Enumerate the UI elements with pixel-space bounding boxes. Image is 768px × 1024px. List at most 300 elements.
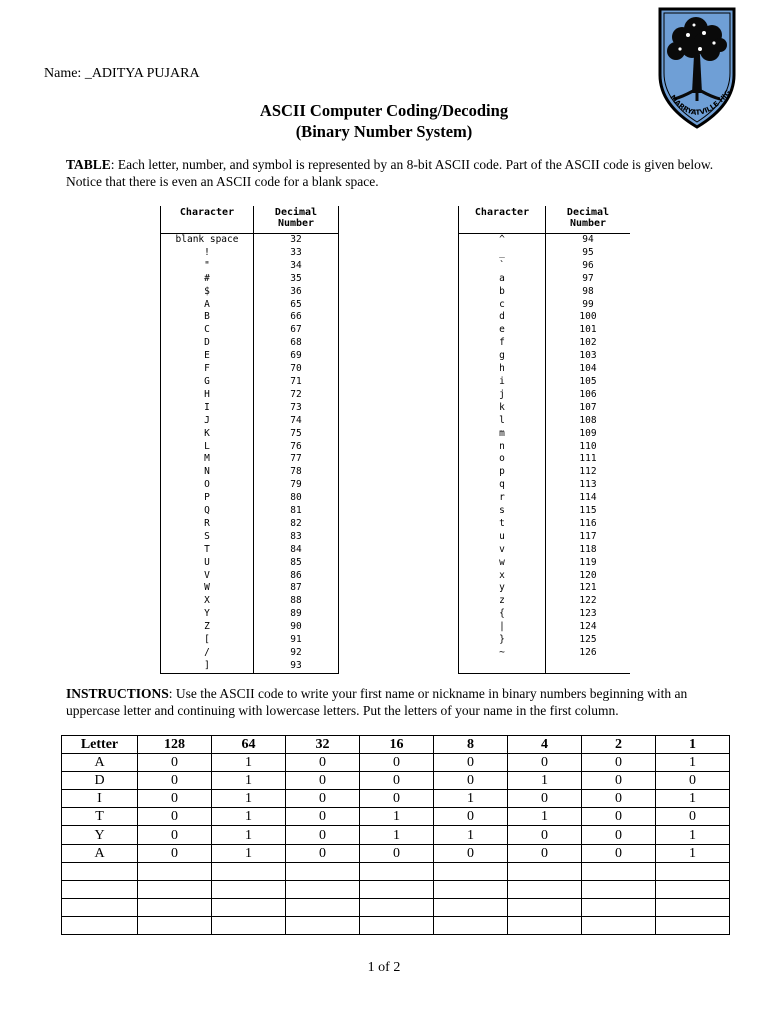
ascii-row — [459, 260, 631, 273]
ascii-decimal: 93 — [254, 660, 339, 673]
bit-cell[interactable] — [582, 916, 656, 934]
ascii-character: Z — [161, 621, 254, 634]
ascii-character: d — [459, 311, 546, 324]
ascii-character: x — [459, 570, 546, 583]
ascii-character: A — [161, 299, 254, 312]
bit-cell[interactable]: 1 — [656, 844, 730, 862]
ascii-character: r — [459, 492, 546, 505]
ascii-decimal: 75 — [254, 428, 339, 441]
ascii-decimal: 82 — [254, 518, 339, 531]
ascii-row — [161, 260, 339, 273]
ascii-decimal: 111 — [579, 453, 597, 465]
ascii-row — [459, 647, 631, 660]
ascii-decimal: 71 — [254, 376, 339, 389]
bit-cell[interactable]: 1 — [360, 826, 434, 844]
bit-cell[interactable]: 0 — [138, 790, 212, 808]
ascii-row — [459, 376, 631, 389]
ascii-character: i — [459, 376, 546, 389]
ascii-row — [459, 544, 631, 557]
ascii-character: e — [459, 324, 546, 337]
ascii-character: E — [161, 350, 254, 363]
letter-cell[interactable]: D — [62, 772, 138, 790]
ascii-row — [161, 286, 339, 299]
ascii-row — [161, 273, 339, 286]
bit-cell[interactable]: 1 — [434, 826, 508, 844]
ascii-row — [161, 492, 339, 505]
ascii-row — [161, 557, 339, 570]
ascii-row — [161, 350, 339, 363]
ascii-character: m — [459, 428, 546, 441]
bit-cell[interactable]: 0 — [138, 772, 212, 790]
ascii-character: H — [161, 389, 254, 402]
header-bit: 64 — [212, 736, 286, 754]
bit-cell[interactable] — [286, 898, 360, 916]
bit-cell[interactable] — [656, 862, 730, 880]
bit-cell[interactable] — [434, 898, 508, 916]
ascii-row — [459, 299, 631, 312]
binary-row — [62, 826, 730, 844]
bit-cell[interactable] — [212, 880, 286, 898]
ascii-character: U — [161, 557, 254, 570]
instructions — [66, 685, 726, 719]
bit-cell[interactable] — [212, 898, 286, 916]
bit-cell[interactable] — [360, 916, 434, 934]
binary-row — [62, 808, 730, 826]
ascii-row — [459, 453, 631, 466]
ascii-decimal: 122 — [579, 595, 597, 607]
ascii-character: _ — [459, 247, 546, 260]
bit-cell[interactable]: 0 — [582, 754, 656, 772]
ascii-row — [161, 234, 339, 247]
ascii-decimal: 106 — [579, 388, 597, 400]
bit-cell[interactable]: 0 — [582, 826, 656, 844]
ascii-row — [459, 234, 631, 247]
ascii-decimal: 101 — [579, 324, 597, 336]
bit-cell[interactable]: 1 — [656, 826, 730, 844]
ascii-row — [459, 608, 631, 621]
letter-cell[interactable]: I — [62, 790, 138, 808]
ascii-table-left — [160, 206, 339, 674]
ascii-row — [161, 544, 339, 557]
binary-row — [62, 880, 730, 898]
ascii-character: l — [459, 415, 546, 428]
bit-cell[interactable]: 0 — [286, 790, 360, 808]
ascii-decimal: 103 — [579, 350, 597, 362]
bit-cell[interactable] — [508, 898, 582, 916]
ascii-decimal: 76 — [254, 441, 339, 454]
bit-cell[interactable]: 0 — [286, 772, 360, 790]
ascii-row — [161, 337, 339, 350]
ascii-decimal: 120 — [579, 569, 597, 581]
ascii-character: F — [161, 363, 254, 376]
ascii-character: R — [161, 518, 254, 531]
ascii-character: Y — [161, 608, 254, 621]
ascii-character: " — [161, 260, 254, 273]
bit-cell[interactable]: 1 — [212, 754, 286, 772]
bit-cell[interactable]: 0 — [582, 772, 656, 790]
bit-cell[interactable]: 0 — [360, 790, 434, 808]
table-text: : Each letter, number, and symbol is represented by an 8-bit ASCII code. Part of the ASCII code is given below. Notice that there is even an ASCII code for a blank space. — [66, 157, 714, 189]
bit-cell[interactable] — [508, 862, 582, 880]
ascii-decimal: 89 — [254, 608, 339, 621]
letter-cell[interactable]: T — [62, 808, 138, 826]
ascii-character: a — [459, 273, 546, 286]
ascii-row — [459, 402, 631, 415]
bit-cell[interactable]: 0 — [582, 790, 656, 808]
ascii-character — [459, 660, 546, 673]
header-bit: 16 — [360, 736, 434, 754]
ascii-row — [161, 634, 339, 647]
ascii-decimal: 107 — [579, 401, 597, 413]
ascii-row — [459, 634, 631, 647]
bit-cell[interactable]: 0 — [508, 826, 582, 844]
ascii-decimal: 117 — [579, 530, 597, 542]
bit-cell[interactable] — [360, 880, 434, 898]
ascii-character: V — [161, 570, 254, 583]
letter-cell[interactable] — [62, 880, 138, 898]
ascii-decimal: 74 — [254, 415, 339, 428]
ascii-character: G — [161, 376, 254, 389]
ascii-character: N — [161, 466, 254, 479]
bit-cell[interactable]: 0 — [360, 772, 434, 790]
bit-cell[interactable]: 1 — [212, 808, 286, 826]
ascii-character: w — [459, 557, 546, 570]
ascii-row — [161, 647, 339, 660]
ascii-decimal: 87 — [254, 582, 339, 595]
bit-cell[interactable]: 0 — [434, 844, 508, 862]
instructions-label: INSTRUCTIONS — [66, 686, 169, 701]
ascii-decimal: 34 — [254, 260, 339, 273]
bit-cell[interactable] — [212, 862, 286, 880]
bit-cell[interactable]: 1 — [212, 844, 286, 862]
ascii-decimal: 114 — [579, 492, 597, 504]
ascii-row — [459, 570, 631, 583]
ascii-character: f — [459, 337, 546, 350]
bit-cell[interactable] — [434, 880, 508, 898]
ascii-decimal: 35 — [254, 273, 339, 286]
ascii-character: T — [161, 544, 254, 557]
ascii-decimal: 67 — [254, 324, 339, 337]
ascii-row — [161, 621, 339, 634]
bit-cell[interactable]: 1 — [508, 808, 582, 826]
ascii-character: Q — [161, 505, 254, 518]
ascii-row — [161, 582, 339, 595]
ascii-row — [459, 350, 631, 363]
ascii-character: D — [161, 337, 254, 350]
ascii-character: # — [161, 273, 254, 286]
binary-row — [62, 844, 730, 862]
ascii-character: O — [161, 479, 254, 492]
ascii-character: / — [161, 647, 254, 660]
table-label: TABLE — [66, 157, 111, 172]
bit-cell[interactable]: 0 — [508, 844, 582, 862]
ascii-row — [161, 660, 339, 673]
bit-cell[interactable] — [138, 898, 212, 916]
bit-cell[interactable] — [656, 916, 730, 934]
bit-cell[interactable] — [434, 862, 508, 880]
page-title: ASCII Computer Coding/Decoding — [259, 101, 509, 120]
ascii-row — [161, 363, 339, 376]
letter-cell[interactable] — [62, 862, 138, 880]
ascii-row — [459, 531, 631, 544]
ascii-row — [459, 660, 631, 673]
ascii-character: p — [459, 466, 546, 479]
binary-row — [62, 790, 730, 808]
binary-row — [62, 898, 730, 916]
ascii-decimal: 115 — [579, 505, 597, 517]
ascii-row — [161, 441, 339, 454]
header-decimal: Decimal Number — [546, 206, 631, 234]
ascii-row — [459, 557, 631, 570]
bit-cell[interactable]: 1 — [212, 826, 286, 844]
ascii-decimal: 125 — [579, 634, 597, 646]
ascii-decimal: 90 — [254, 621, 339, 634]
bit-cell[interactable]: 0 — [286, 826, 360, 844]
ascii-row — [161, 389, 339, 402]
ascii-decimal: 94 — [582, 234, 594, 245]
bit-cell[interactable]: 1 — [212, 790, 286, 808]
instructions-text: : Use the ASCII code to write your first name or nickname in binary numbers beginning with an uppercase letter and continuing with lowercase letters. Put the letters of your name in the first column. — [66, 686, 688, 718]
ascii-row — [161, 428, 339, 441]
bit-cell[interactable]: 0 — [360, 754, 434, 772]
tree-icon — [652, 5, 742, 133]
header-character: Character — [459, 206, 546, 234]
ascii-decimal: 78 — [254, 466, 339, 479]
bit-cell[interactable] — [434, 916, 508, 934]
ascii-row — [459, 492, 631, 505]
bit-cell[interactable] — [582, 862, 656, 880]
bit-cell[interactable] — [286, 862, 360, 880]
header-letter: Letter — [62, 736, 138, 754]
ascii-row — [459, 441, 631, 454]
ascii-decimal: 32 — [254, 234, 339, 247]
ascii-row — [459, 247, 631, 260]
ascii-decimal: 72 — [254, 389, 339, 402]
ascii-character: { — [459, 608, 546, 621]
ascii-decimal: 77 — [254, 453, 339, 466]
ascii-character: h — [459, 363, 546, 376]
bit-cell[interactable]: 1 — [656, 790, 730, 808]
bit-cell[interactable]: 0 — [138, 826, 212, 844]
ascii-decimal: 86 — [254, 570, 339, 583]
bit-cell[interactable]: 0 — [656, 772, 730, 790]
ascii-decimal: 116 — [579, 517, 597, 529]
header-bit: 128 — [138, 736, 212, 754]
ascii-character: M — [161, 453, 254, 466]
logo-text: MARRYATVILLE HIG — [668, 88, 733, 117]
ascii-decimal: 118 — [579, 543, 597, 555]
ascii-character: | — [459, 621, 546, 634]
ascii-decimal: 96 — [582, 259, 594, 271]
ascii-decimal: 65 — [254, 299, 339, 312]
ascii-character: u — [459, 531, 546, 544]
ascii-character: o — [459, 453, 546, 466]
bit-cell[interactable] — [212, 916, 286, 934]
ascii-character: W — [161, 582, 254, 595]
binary-table — [61, 735, 730, 935]
bit-cell[interactable] — [508, 880, 582, 898]
header-bit: 2 — [582, 736, 656, 754]
bit-cell[interactable]: 1 — [212, 772, 286, 790]
ascii-character: L — [161, 441, 254, 454]
bit-cell[interactable]: 0 — [286, 808, 360, 826]
ascii-character: s — [459, 505, 546, 518]
bit-cell[interactable]: 0 — [508, 754, 582, 772]
bit-cell[interactable]: 0 — [360, 844, 434, 862]
bit-cell[interactable] — [138, 862, 212, 880]
bit-cell[interactable]: 0 — [138, 808, 212, 826]
ascii-row — [161, 595, 339, 608]
binary-row — [62, 862, 730, 880]
ascii-decimal: 104 — [579, 363, 597, 375]
bit-cell[interactable]: 1 — [360, 808, 434, 826]
ascii-decimal: 110 — [579, 440, 597, 452]
ascii-character: J — [161, 415, 254, 428]
bit-cell[interactable]: 0 — [286, 754, 360, 772]
ascii-row — [161, 570, 339, 583]
ascii-character: blank space — [161, 234, 254, 247]
ascii-character: C — [161, 324, 254, 337]
ascii-decimal: 36 — [254, 286, 339, 299]
letter-cell[interactable] — [62, 916, 138, 934]
bit-cell[interactable]: 0 — [508, 790, 582, 808]
ascii-character: X — [161, 595, 254, 608]
binary-row — [62, 754, 730, 772]
ascii-decimal: 92 — [254, 647, 339, 660]
ascii-row — [161, 479, 339, 492]
ascii-decimal: 68 — [254, 337, 339, 350]
bit-cell[interactable]: 1 — [656, 754, 730, 772]
letter-cell[interactable] — [62, 898, 138, 916]
school-logo — [652, 5, 742, 133]
bit-cell[interactable] — [508, 916, 582, 934]
ascii-decimal: 123 — [579, 608, 597, 620]
letter-cell[interactable]: A — [62, 754, 138, 772]
ascii-decimal: 126 — [579, 647, 597, 658]
page-number: 1 of 2 — [367, 960, 401, 975]
table-description — [66, 156, 716, 190]
ascii-decimal: 69 — [254, 350, 339, 363]
bit-cell[interactable] — [656, 880, 730, 898]
ascii-decimal: 70 — [254, 363, 339, 376]
ascii-row — [459, 337, 631, 350]
page-subtitle: (Binary Number System) — [295, 122, 473, 141]
ascii-character: ~ — [459, 647, 546, 660]
bit-cell[interactable] — [138, 916, 212, 934]
bit-cell[interactable]: 0 — [138, 754, 212, 772]
bit-cell[interactable] — [286, 880, 360, 898]
bit-cell[interactable]: 1 — [508, 772, 582, 790]
ascii-character: B — [161, 311, 254, 324]
ascii-decimal: 102 — [579, 337, 597, 349]
bit-cell[interactable]: 0 — [434, 772, 508, 790]
header-bit: 4 — [508, 736, 582, 754]
ascii-row — [459, 324, 631, 337]
ascii-decimal: 73 — [254, 402, 339, 415]
bit-cell[interactable]: 0 — [656, 808, 730, 826]
ascii-row — [459, 389, 631, 402]
ascii-decimal: 84 — [254, 544, 339, 557]
ascii-decimal: 97 — [582, 272, 594, 284]
ascii-row — [161, 518, 339, 531]
ascii-decimal: 112 — [579, 466, 597, 478]
ascii-character: j — [459, 389, 546, 402]
header-bit: 8 — [434, 736, 508, 754]
name-line: Name: _ADITYA PUJARA — [44, 66, 200, 81]
ascii-character: b — [459, 286, 546, 299]
ascii-character: g — [459, 350, 546, 363]
ascii-table-right — [458, 206, 630, 674]
ascii-decimal: 80 — [254, 492, 339, 505]
ascii-character: [ — [161, 634, 254, 647]
bit-cell[interactable]: 0 — [138, 844, 212, 862]
ascii-row — [161, 402, 339, 415]
ascii-decimal: 98 — [582, 285, 594, 297]
ascii-row — [459, 621, 631, 634]
ascii-row — [459, 582, 631, 595]
ascii-character: y — [459, 582, 546, 595]
bit-cell[interactable] — [360, 898, 434, 916]
ascii-row — [459, 415, 631, 428]
ascii-row — [459, 466, 631, 479]
letter-cell[interactable]: Y — [62, 826, 138, 844]
bit-cell[interactable]: 0 — [286, 844, 360, 862]
bit-cell[interactable] — [286, 916, 360, 934]
ascii-decimal: 121 — [579, 582, 597, 594]
ascii-row — [459, 479, 631, 492]
bit-cell[interactable] — [138, 880, 212, 898]
ascii-decimal: 105 — [579, 375, 597, 387]
bit-cell[interactable]: 0 — [582, 808, 656, 826]
ascii-character: ! — [161, 247, 254, 260]
ascii-character: q — [459, 479, 546, 492]
bit-cell[interactable]: 0 — [582, 844, 656, 862]
ascii-character: P — [161, 492, 254, 505]
header-bit: 1 — [656, 736, 730, 754]
ascii-row — [161, 531, 339, 544]
ascii-row — [161, 466, 339, 479]
ascii-decimal: 113 — [579, 479, 597, 491]
ascii-row — [161, 453, 339, 466]
ascii-decimal: 124 — [579, 621, 597, 633]
ascii-row — [459, 286, 631, 299]
ascii-decimal: 108 — [579, 414, 597, 426]
ascii-decimal: 79 — [254, 479, 339, 492]
letter-cell[interactable]: A — [62, 844, 138, 862]
ascii-decimal: 33 — [254, 247, 339, 260]
header-decimal: Decimal Number — [254, 206, 339, 234]
bit-cell[interactable] — [656, 898, 730, 916]
ascii-character: ] — [161, 660, 254, 673]
binary-row — [62, 772, 730, 790]
bit-cell[interactable] — [582, 880, 656, 898]
ascii-row — [161, 376, 339, 389]
bit-cell[interactable]: 1 — [434, 790, 508, 808]
bit-cell[interactable] — [582, 898, 656, 916]
ascii-decimal: 109 — [579, 427, 597, 439]
header-character: Character — [161, 206, 254, 234]
ascii-decimal: 95 — [582, 246, 594, 258]
bit-cell[interactable]: 0 — [434, 754, 508, 772]
ascii-row — [459, 518, 631, 531]
ascii-decimal: 91 — [254, 634, 339, 647]
ascii-character: K — [161, 428, 254, 441]
ascii-row — [459, 273, 631, 286]
bit-cell[interactable]: 0 — [434, 808, 508, 826]
ascii-decimal: 100 — [579, 311, 597, 323]
bit-cell[interactable] — [360, 862, 434, 880]
ascii-row — [161, 415, 339, 428]
